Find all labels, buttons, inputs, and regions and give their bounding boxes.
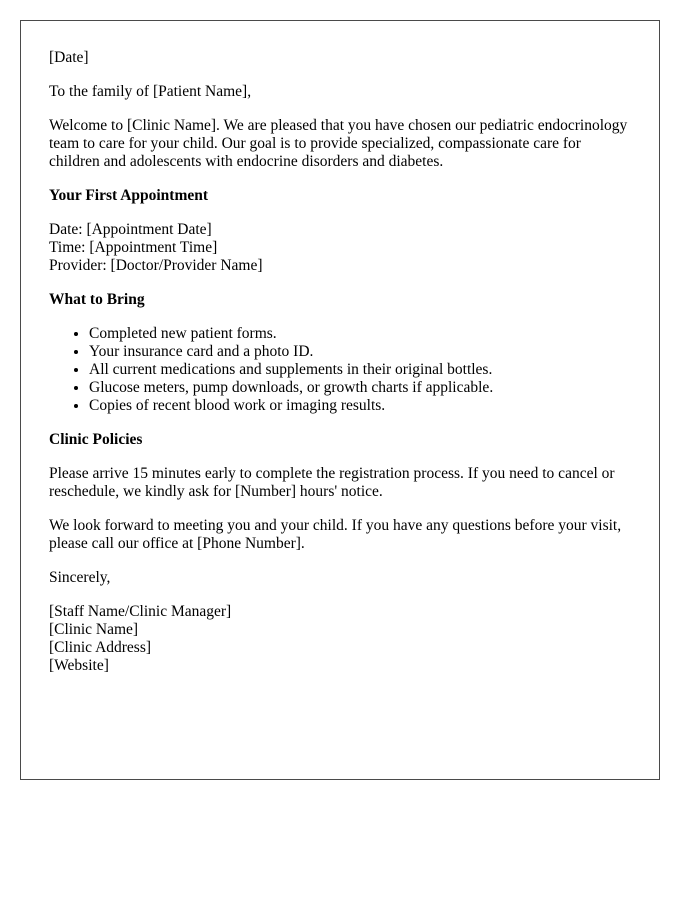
signature-staff: [Staff Name/Clinic Manager] [49, 603, 232, 620]
intro-paragraph: Welcome to [Clinic Name]. We are pleased that you have chosen our pediatric endocrinology team to care for your child. Our goal is to provide specialized, compassionate care for children and adolescents with endocrine disorders and diabetes. [49, 117, 628, 170]
signature-address: [Clinic Address] [49, 639, 152, 656]
bring-list [49, 325, 631, 415]
appointment-provider: Provider: [Doctor/Provider Name] [49, 257, 263, 274]
list-item: • Your insurance card and a photo ID. [89, 343, 631, 361]
closing-paragraph: We look forward to meeting you and your child. If you have any questions before your visit, please call our office at [Phone Number]. [49, 517, 622, 552]
bring-heading: What to Bring [49, 291, 145, 308]
signature-website: [Website] [49, 657, 109, 674]
letter-salutation: To the family of [Patient Name], [49, 83, 252, 100]
letter-page [20, 20, 660, 780]
policies-heading: Clinic Policies [49, 431, 143, 448]
policies-paragraph: Please arrive 15 minutes early to complete the registration process. If you need to cancel or reschedule, we kindly ask for [Number] hours' notice. [49, 465, 615, 500]
appointment-heading: Your First Appointment [49, 187, 209, 204]
signature-block [49, 603, 631, 675]
list-item: • Completed new patient forms. [89, 325, 631, 343]
appointment-date: Date: [Appointment Date] [49, 221, 212, 238]
list-item: • Copies of recent blood work or imaging results. [89, 397, 631, 415]
signature-clinic: [Clinic Name] [49, 621, 139, 638]
appointment-details [49, 221, 631, 275]
letter-date: [Date] [49, 49, 89, 66]
closing: Sincerely, [49, 569, 111, 586]
list-item: • Glucose meters, pump downloads, or growth charts if applicable. [89, 379, 631, 397]
list-item: • All current medications and supplements in their original bottles. [89, 361, 631, 379]
appointment-time: Time: [Appointment Time] [49, 239, 218, 256]
